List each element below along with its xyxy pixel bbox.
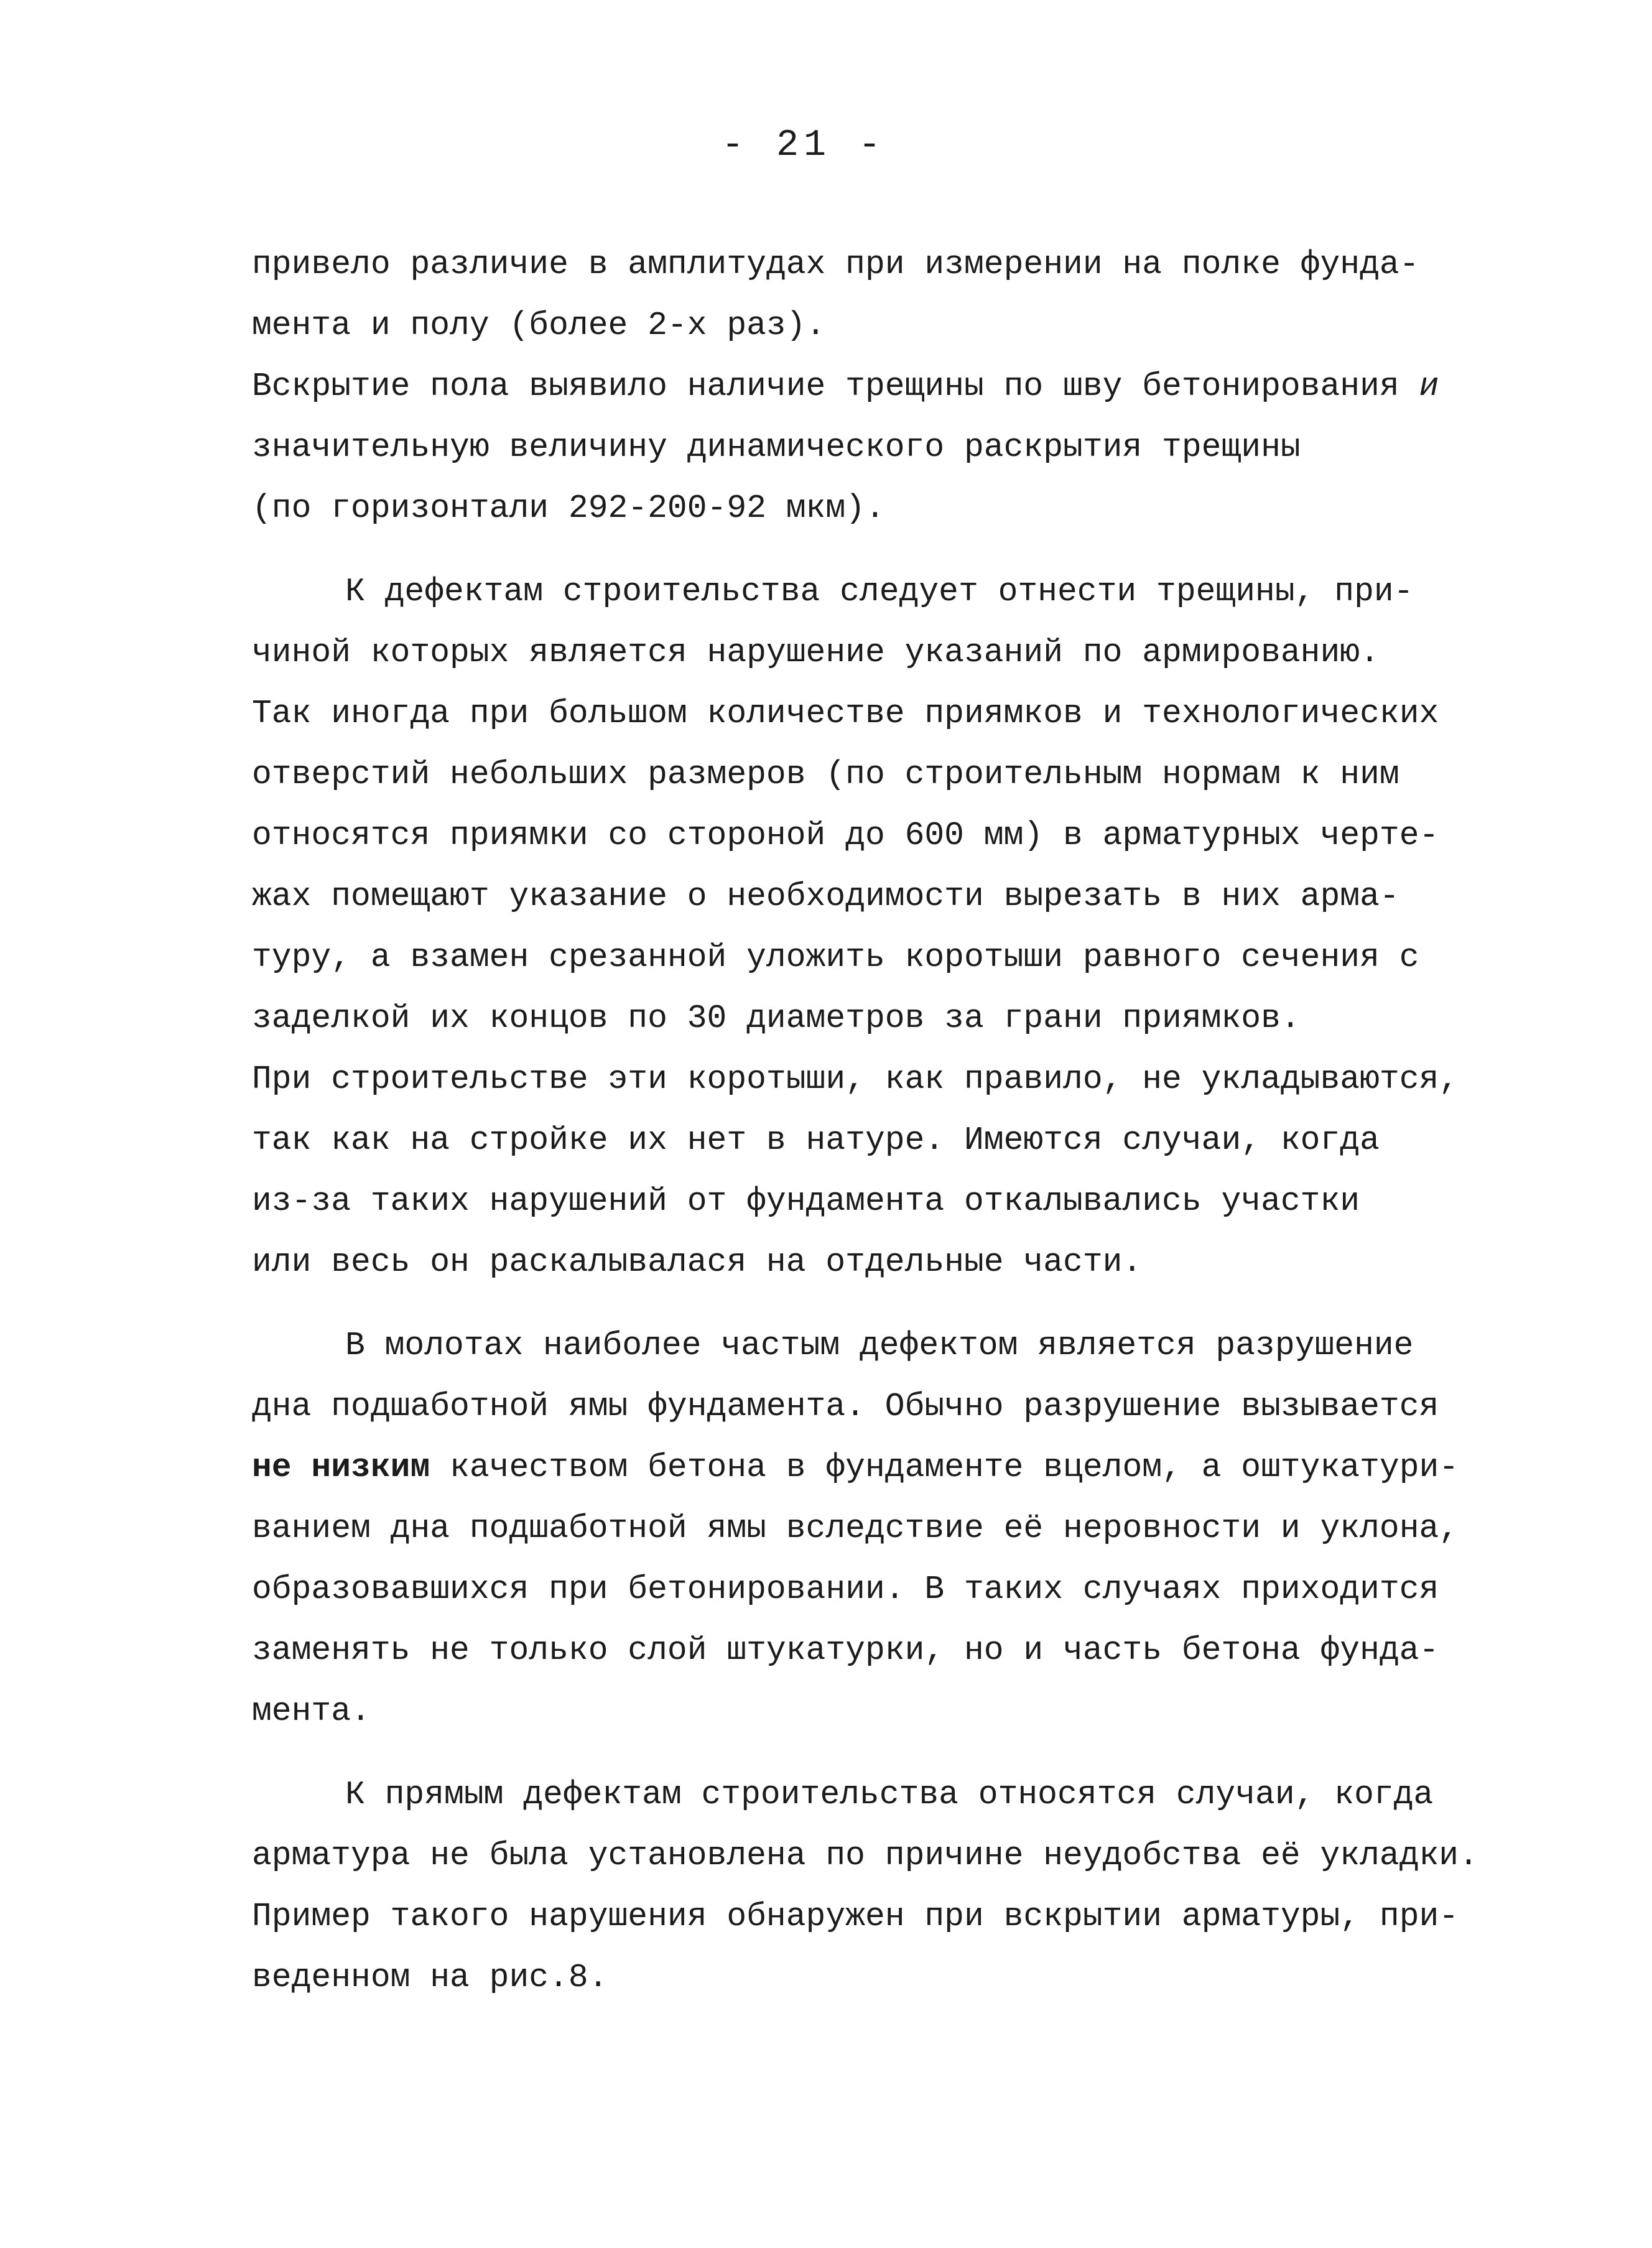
text-line: арматура не была установлена по причине неудобства её укладки.: [252, 1837, 1478, 1874]
text-line-with-overtype: [252, 1437, 1459, 1498]
text-line: заделкой их концов по 30 диаметров за грани приямков.: [252, 1000, 1301, 1037]
paragraph-gap: [252, 1293, 1434, 1315]
text-line: образовавшихся при бетонировании. В таких случаях приходится: [252, 1571, 1439, 1608]
text-line: привело различие в амплитудах при измерении на полке фунда-: [252, 246, 1419, 283]
text-line: отверстий небольших размеров (по строительным нормам к ним: [252, 756, 1399, 793]
text-line-with-handwriting: [252, 356, 1439, 417]
text-line: Так иногда при большом количестве приямков и технологических: [252, 695, 1439, 732]
paragraph-3: [252, 561, 1459, 1293]
text-line: мента.: [252, 1693, 371, 1730]
text-line: жах помещают указание о необходимости вырезать в них арма-: [252, 878, 1399, 915]
text-line: Вскрытие пола выявило наличие трещины по шву бетонирования: [252, 368, 1399, 405]
text-line: качеством бетона в фундаменте вцелом, а оштукатури-: [450, 1449, 1459, 1486]
text-line: В молотах наиболее частым дефектом является разрушение: [345, 1327, 1414, 1364]
text-line: значительную величину динамического раскрытия трещины: [252, 429, 1301, 466]
text-line: относятся приямки со стороной до 600 мм) в арматурных черте-: [252, 817, 1439, 854]
text-line: из-за таких нарушений от фундамента откалывались участки: [252, 1182, 1360, 1220]
text-line: (по горизонтали 292-200-92 мкм).: [252, 490, 885, 527]
paragraph-gap: [252, 1742, 1434, 1764]
text-line: При строительстве эти коротыши, как правило, не укладываются,: [252, 1061, 1459, 1098]
text-line: К прямым дефектам строительства относятся случаи, когда: [345, 1776, 1434, 1813]
text-line: веденном на рис.8.: [252, 1959, 608, 1996]
paragraph-1: [252, 234, 1434, 356]
handwritten-conjunction: и: [1419, 368, 1439, 405]
paragraph-4: [252, 1315, 1459, 1742]
text-line: или весь он раскалывалася на отдельные части.: [252, 1243, 1143, 1281]
text-line: заменять не только слой штукатурки, но и часть бетона фунда-: [252, 1632, 1439, 1669]
overtyped-words: не низким: [252, 1449, 430, 1486]
text-line: так как на стройке их нет в натуре. Имеются случаи, когда: [252, 1122, 1380, 1159]
text-line: Пример такого нарушения обнаружен при вскрытии арматуры, при-: [252, 1898, 1459, 1935]
text-line: туру, а взамен срезанной уложить коротыши равного сечения с: [252, 939, 1419, 976]
body-text: [252, 234, 1478, 2008]
paragraph-gap: [252, 539, 1434, 561]
paragraph-2: [252, 356, 1439, 539]
text-line: дна подшаботной ямы фундамента. Обычно разрушение вызывается: [252, 1388, 1439, 1425]
text-line: К дефектам строительства следует отнести трещины, при-: [345, 573, 1414, 610]
text-line: ванием дна подшаботной ямы вследствие её неровности и уклона,: [252, 1510, 1459, 1547]
paragraph-5: [252, 1764, 1478, 2008]
page-number: - 21 -: [722, 124, 886, 167]
text-line: мента и полу (более 2-х раз).: [252, 307, 826, 344]
text-line: чиной которых является нарушение указаний по армированию.: [252, 634, 1380, 671]
